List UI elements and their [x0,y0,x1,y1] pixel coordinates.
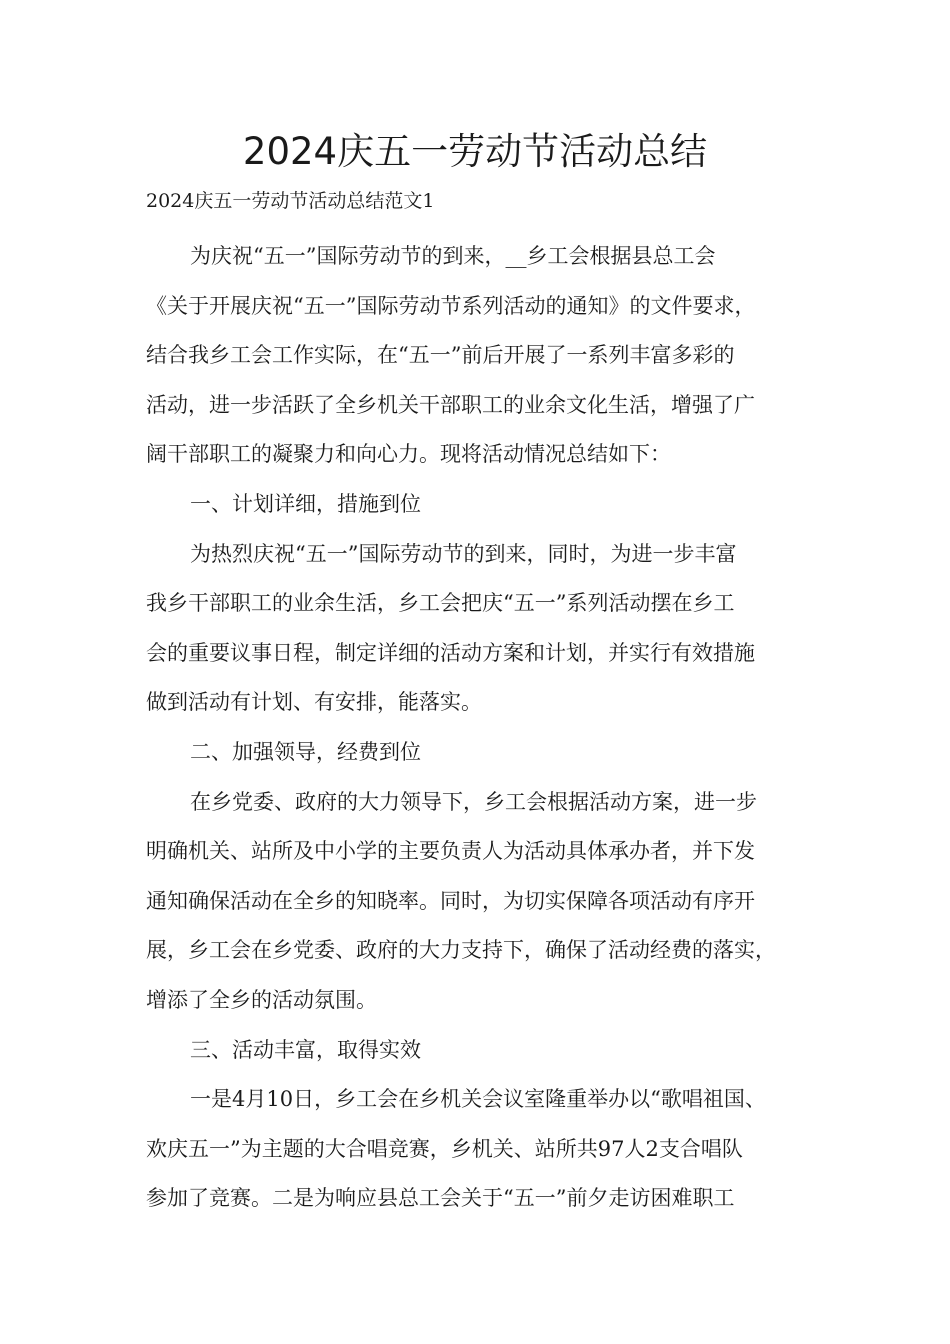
paragraph-line: 在乡党委、政府的大力领导下，乡工会根据活动方案，进一步 [190,789,757,814]
paragraph-line: 结合我乡工会工作实际，在“五一”前后开展了一系列丰富多彩的 [146,343,735,368]
paragraph-line: 为庆祝“五一”国际劳动节的到来，__乡工会根据县总工会 [190,244,716,268]
paragraph-line: 欢庆五一”为主题的大合唱竞赛，乡机关、站所共97人2支合唱队 [146,1136,743,1161]
document-title: 2024庆五一劳动节活动总结 [242,130,708,173]
paragraph-activities [146,1075,818,1224]
section-heading-3: 三、活动丰富，取得实效 [190,1037,421,1062]
document-subtitle: 2024庆五一劳动节活动总结范文1 [146,190,435,212]
paragraph-leadership [146,778,818,1026]
paragraph-intro [146,232,818,480]
paragraph-line: 增添了全乡的活动氛围。 [146,987,377,1012]
paragraph-line: 阔干部职工的凝聚力和向心力。现将活动情况总结如下： [146,442,671,467]
paragraph-line: 通知确保活动在全乡的知晓率。同时，为切实保障各项活动有序开 [146,888,755,913]
paragraph-line: 为热烈庆祝“五一”国际劳动节的到来，同时，为进一步丰富 [190,541,737,566]
paragraph-line: 明确机关、站所及中小学的主要负责人为活动具体承办者，并下发 [146,839,755,864]
paragraph-line: 《关于开展庆祝“五一”国际劳动节系列活动的通知》的文件要求， [146,293,756,318]
document-body [146,232,818,1224]
paragraph-plan [146,530,818,728]
paragraph-line: 活动，进一步活跃了全乡机关干部职工的业余文化生活，增强了广 [146,392,755,417]
section-heading-1: 一、计划详细，措施到位 [190,491,421,516]
paragraph-line: 参加了竞赛。二是为响应县总工会关于“五一”前夕走访困难职工 [146,1186,735,1211]
paragraph-line: 展，乡工会在乡党委、政府的大力支持下，确保了活动经费的落实， [146,938,776,963]
paragraph-line: 一是4月10日，乡工会在乡机关会议室隆重举办以“歌唱祖国、 [190,1087,766,1112]
section-heading-2: 二、加强领导，经费到位 [190,739,421,764]
paragraph-line: 会的重要议事日程，制定详细的活动方案和计划，并实行有效措施 [146,640,755,665]
paragraph-line: 我乡干部职工的业余生活，乡工会把庆“五一”系列活动摆在乡工 [146,591,735,616]
paragraph-line: 做到活动有计划、有安排，能落实。 [146,690,482,715]
